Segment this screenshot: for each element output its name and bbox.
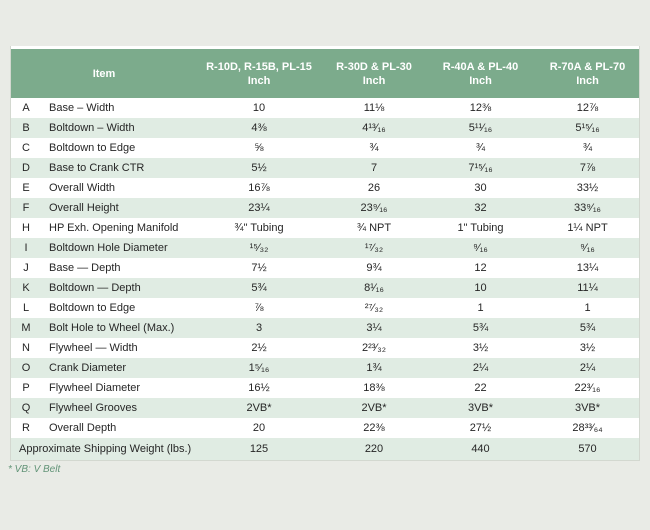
row-value: 5¾ bbox=[579, 322, 596, 334]
row-label: HP Exh. Opening Manifold bbox=[49, 222, 179, 234]
row-label: Flywheel Diameter bbox=[49, 382, 141, 394]
vb-footnote: * VB: V Belt bbox=[8, 464, 61, 475]
row-value: 11¼ bbox=[577, 282, 598, 294]
row-letter: R bbox=[22, 422, 30, 434]
table-row bbox=[11, 198, 639, 218]
row-value: 5¾ bbox=[251, 282, 267, 294]
row-value: 28³³⁄₆₄ bbox=[572, 422, 603, 434]
row-value: 2VB* bbox=[246, 402, 272, 414]
row-label: Boltdown – Width bbox=[49, 122, 135, 134]
row-label: Crank Diameter bbox=[49, 362, 127, 374]
table-body bbox=[11, 98, 639, 438]
row-value: 11⅛ bbox=[363, 102, 385, 114]
row-label: Overall Width bbox=[49, 182, 116, 194]
row-value: 10 bbox=[474, 282, 487, 294]
column-header-model-1 bbox=[197, 60, 321, 88]
column-header-model-3 bbox=[427, 60, 534, 88]
row-letter: K bbox=[22, 282, 30, 294]
row-value: ⅞ bbox=[254, 302, 264, 314]
row-value: ²⁷⁄₃₂ bbox=[364, 302, 384, 314]
item-header-label: Item bbox=[92, 67, 116, 80]
row-value: 13¼ bbox=[576, 262, 599, 274]
row-value: 5½ bbox=[251, 162, 267, 174]
column-header-item bbox=[11, 67, 197, 81]
model-name: R-40A & PL-40 bbox=[442, 60, 519, 73]
row-value: 3½ bbox=[472, 342, 489, 354]
row-label: Boltdown to Edge bbox=[49, 142, 136, 154]
row-value: 23¼ bbox=[248, 202, 270, 214]
table-row bbox=[11, 398, 639, 418]
row-value: 22³⁄₁₆ bbox=[574, 382, 601, 394]
row-value: 18⅜ bbox=[363, 382, 385, 394]
row-letter: Q bbox=[21, 402, 31, 414]
row-label: Flywheel Grooves bbox=[49, 402, 138, 414]
row-value: 27½ bbox=[469, 422, 492, 434]
unit-label: Inch bbox=[362, 74, 386, 87]
row-value: 3½ bbox=[579, 342, 596, 354]
row-value: 16½ bbox=[248, 382, 270, 394]
row-value: 125 bbox=[249, 443, 269, 455]
row-value: 5¹⁵⁄₁₆ bbox=[575, 122, 600, 134]
row-value: 8¹⁄₁₆ bbox=[364, 282, 384, 294]
row-value: 12⅞ bbox=[576, 102, 599, 114]
unit-label: Inch bbox=[576, 74, 599, 87]
row-letter: O bbox=[21, 362, 31, 374]
model-name: R-70A & PL-70 bbox=[549, 60, 626, 73]
unit-label: Inch bbox=[469, 74, 492, 87]
table-row bbox=[11, 418, 639, 438]
row-value: ¹⁷⁄₃₂ bbox=[364, 242, 384, 254]
row-value: 570 bbox=[578, 443, 597, 455]
row-label: Boltdown — Depth bbox=[49, 282, 141, 294]
spec-table bbox=[10, 46, 640, 461]
table-row bbox=[11, 338, 639, 358]
row-letter: F bbox=[22, 202, 30, 214]
shipping-weight-row bbox=[11, 438, 639, 460]
table-row bbox=[11, 318, 639, 338]
table-row bbox=[11, 218, 639, 238]
row-value: 1⁵⁄₁₆ bbox=[248, 362, 270, 374]
row-value: 7 bbox=[370, 162, 378, 174]
row-value: 33⁹⁄₁₆ bbox=[574, 202, 601, 214]
row-value: 16⅞ bbox=[248, 182, 270, 194]
row-label: Boltdown Hole Diameter bbox=[49, 242, 168, 254]
row-value: 10 bbox=[252, 102, 266, 114]
row-letter: D bbox=[22, 162, 30, 174]
row-label: Boltdown to Edge bbox=[49, 302, 136, 314]
row-letter: N bbox=[22, 342, 30, 354]
row-value: 3¼ bbox=[366, 322, 382, 334]
table-row bbox=[11, 358, 639, 378]
table-row bbox=[11, 118, 639, 138]
row-value: ¾" Tubing bbox=[234, 222, 284, 234]
row-value: 3 bbox=[255, 322, 263, 334]
row-value: 3VB* bbox=[467, 402, 494, 414]
row-value: 220 bbox=[364, 443, 384, 455]
row-letter: E bbox=[22, 182, 30, 194]
table-row bbox=[11, 278, 639, 298]
unit-label: Inch bbox=[247, 74, 271, 87]
table-row bbox=[11, 98, 639, 118]
row-value: 12⅜ bbox=[469, 102, 492, 114]
table-row bbox=[11, 298, 639, 318]
model-name: R-10D, R-15B, PL-15 bbox=[206, 60, 312, 73]
row-label: Bolt Hole to Wheel (Max.) bbox=[49, 322, 175, 334]
row-label: Approximate Shipping Weight (lbs.) bbox=[19, 443, 192, 455]
row-letter: C bbox=[22, 142, 30, 154]
row-label: Overall Height bbox=[49, 202, 119, 214]
row-value: 22⅜ bbox=[363, 422, 385, 434]
table-row bbox=[11, 378, 639, 398]
row-value: 2²³⁄₃₂ bbox=[361, 342, 387, 354]
row-value: 7½ bbox=[251, 262, 267, 274]
row-value: 1¼ NPT bbox=[567, 222, 608, 234]
table-header-row bbox=[11, 49, 639, 98]
row-value: ¾ bbox=[475, 142, 486, 154]
row-value: 2VB* bbox=[361, 402, 387, 414]
row-value: 9¾ bbox=[366, 262, 382, 274]
row-value: 3VB* bbox=[574, 402, 601, 414]
row-value: 2½ bbox=[251, 342, 267, 354]
table-row bbox=[11, 138, 639, 158]
row-value: 32 bbox=[474, 202, 487, 214]
row-letter: H bbox=[22, 222, 30, 234]
table-row bbox=[11, 238, 639, 258]
row-letter: M bbox=[21, 322, 31, 334]
row-value: 33½ bbox=[576, 182, 599, 194]
row-value: 7¹⁵⁄₁₆ bbox=[468, 162, 493, 174]
row-value: ¾ bbox=[369, 142, 379, 154]
row-letter: J bbox=[23, 262, 29, 274]
row-value: 4¹³⁄₁₆ bbox=[362, 122, 386, 134]
row-value: 1¾ bbox=[366, 362, 382, 374]
row-letter: B bbox=[22, 122, 30, 134]
row-value: 2¼ bbox=[472, 362, 489, 374]
column-header-model-4 bbox=[534, 60, 641, 88]
row-letter: P bbox=[22, 382, 30, 394]
row-value: 7⅞ bbox=[579, 162, 596, 174]
row-value: ⁹⁄₁₆ bbox=[473, 242, 488, 254]
row-letter: I bbox=[24, 242, 28, 254]
row-value: 5¹¹⁄₁₆ bbox=[468, 122, 493, 134]
table-row bbox=[11, 158, 639, 178]
table-row bbox=[11, 258, 639, 278]
model-name: R-30D & PL-30 bbox=[336, 60, 412, 73]
row-value: 1" Tubing bbox=[457, 222, 504, 234]
row-value: 440 bbox=[471, 443, 490, 455]
row-value: ¾ bbox=[582, 142, 593, 154]
row-value: 1 bbox=[477, 302, 484, 314]
row-value: ⁹⁄₁₆ bbox=[580, 242, 595, 254]
row-label: Base – Width bbox=[49, 102, 115, 114]
row-value: 23⁹⁄₁₆ bbox=[360, 202, 388, 214]
row-value: 4⅜ bbox=[251, 122, 267, 134]
row-value: 5¾ bbox=[472, 322, 489, 334]
row-label: Base — Depth bbox=[49, 262, 121, 274]
row-value: ¾ NPT bbox=[356, 222, 392, 234]
row-value: 2¼ bbox=[579, 362, 596, 374]
row-letter: A bbox=[22, 102, 30, 114]
row-value: ¹⁵⁄₃₂ bbox=[249, 242, 269, 254]
row-value: 12 bbox=[474, 262, 487, 274]
row-value: 30 bbox=[474, 182, 487, 194]
row-letter: L bbox=[22, 302, 30, 314]
row-value: 1 bbox=[584, 302, 591, 314]
table-row bbox=[11, 178, 639, 198]
row-value: 26 bbox=[367, 182, 381, 194]
row-label: Overall Depth bbox=[49, 422, 117, 434]
row-value: ⅝ bbox=[254, 142, 264, 154]
row-label: Base to Crank CTR bbox=[49, 162, 145, 174]
row-label: Flywheel — Width bbox=[49, 342, 138, 354]
row-value: 20 bbox=[252, 422, 266, 434]
column-header-model-2 bbox=[321, 60, 427, 88]
row-value: 22 bbox=[474, 382, 487, 394]
